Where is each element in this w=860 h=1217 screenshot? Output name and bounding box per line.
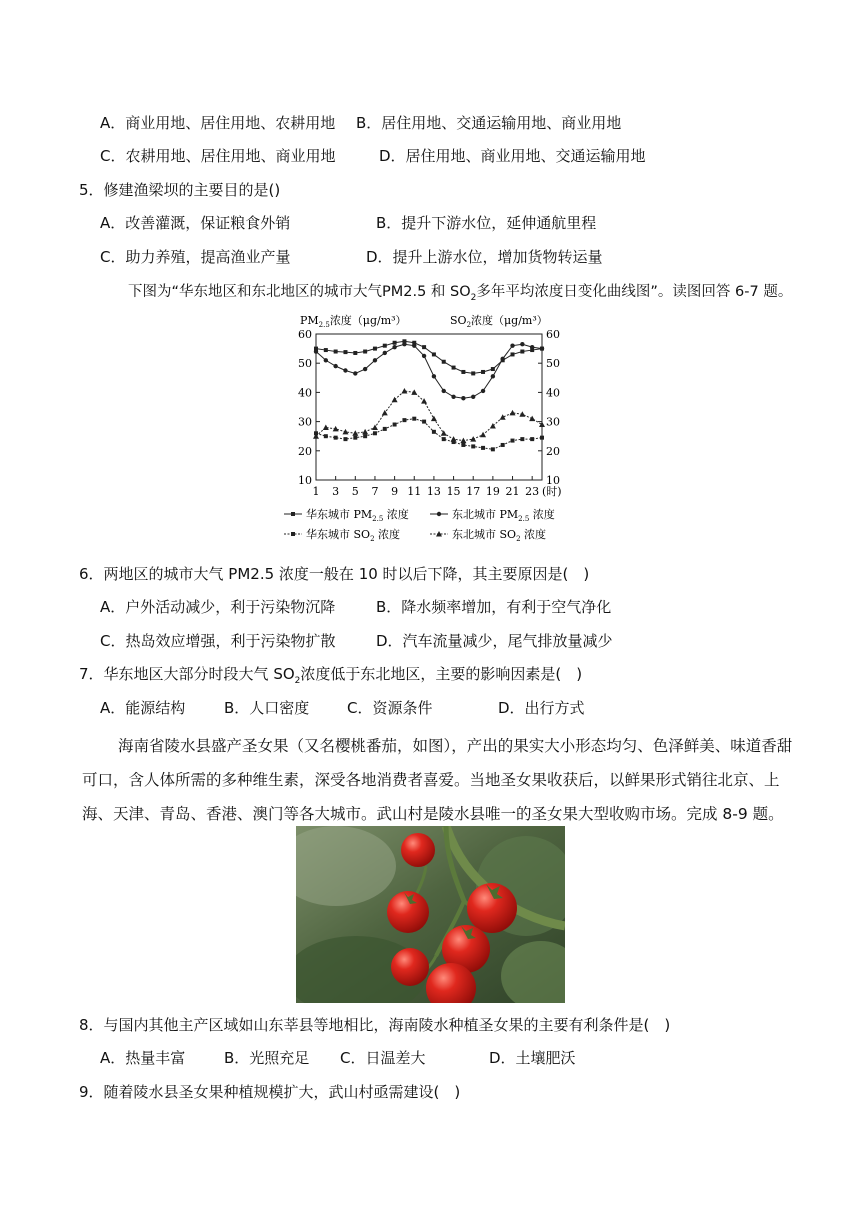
x-tick-label: 5 [351,485,359,498]
data-point [334,436,338,440]
data-point [372,424,378,430]
data-point [500,414,506,420]
data-point [383,344,387,348]
left-y-tick-label: 30 [298,415,312,429]
legend-label: 华东城市 $PM_{2.5}$ 浓度 [306,508,409,523]
q7-option-c: C．资源条件 [347,699,433,717]
q5-stem: 5．修建渔梁坝的主要目的是() [79,181,281,199]
series-line [316,341,542,373]
data-point [411,389,417,395]
data-point [373,431,377,435]
data-point [460,438,466,444]
data-point [540,436,544,440]
x-tick-label: 3 [332,485,340,498]
q7-stem-sub: 2 [294,676,301,686]
pollution-line-chart [278,308,588,548]
chart-intro [128,282,792,308]
legend-marker [291,532,295,536]
data-point [461,396,465,400]
data-point [323,424,329,430]
series-line [316,391,542,441]
data-point [520,437,524,441]
q8-option-b: B．光照充足 [224,1049,310,1067]
data-point [451,436,457,442]
q4-option-c: C．农耕用地、居住用地、商业用地 [100,147,336,165]
data-point [353,351,357,355]
data-point [520,350,524,354]
data-point [343,368,347,372]
data-point [471,444,475,448]
data-point [539,422,545,428]
data-point [362,429,368,435]
right-y-tick-label: 40 [546,386,560,400]
data-point [520,342,524,346]
q4-option-a: A．商业用地、居住用地、农耕用地 [100,114,336,132]
data-point [324,348,328,352]
data-point [313,433,319,439]
data-point [343,437,347,441]
data-point [491,447,495,451]
legend-label: 东北城市 $PM_{2.5}$ 浓度 [452,508,555,523]
x-tick-label: 23 [525,485,540,498]
x-tick-label: 19 [485,485,500,498]
q7-stem [79,664,582,691]
data-point [432,430,436,434]
data-point [511,439,515,443]
data-point [452,366,456,370]
q5-option-b: B．提升下游水位，延伸通航里程 [376,214,597,232]
q4-option-b: B．居住用地、交通运输用地、商业用地 [356,114,622,132]
x-axis [313,476,540,498]
series-3 [314,417,544,452]
data-point [461,443,465,447]
right-axis-label: $SO_2$浓度（μg/m³） [450,314,548,329]
data-point [333,426,339,432]
data-point [530,345,534,349]
right-y-axis [538,328,560,487]
x-tick-label: 13 [426,485,441,498]
legend-entry [284,527,400,543]
series-4 [313,388,545,443]
data-point [510,343,514,347]
right-y-tick-label: 60 [546,328,560,341]
x-tick-label: 17 [466,485,481,498]
q5-option-d: D．提升上游水位，增加货物转运量 [366,248,603,266]
q5-option-a: A．改善灌溉，保证粮食外销 [100,214,291,232]
x-tick-label: 11 [407,485,422,498]
data-point [442,437,446,441]
data-point [422,354,426,358]
data-point [491,374,495,378]
x-axis-unit: (时) [542,485,562,498]
data-point [402,418,406,422]
data-point [519,411,525,417]
legend-marker [437,512,441,516]
left-y-tick-label: 40 [298,386,312,400]
data-point [392,397,398,403]
plot-frame [316,334,542,480]
data-point [401,388,407,394]
data-point [393,341,397,345]
data-point [334,350,338,354]
legend-label: 东北城市 $SO_2$ 浓度 [452,528,547,543]
data-point [352,430,358,436]
right-y-tick-label: 10 [546,474,560,487]
series-1 [314,339,544,375]
data-point [412,343,416,347]
q9-stem: 9．随着陵水县圣女果种植规模扩大，武山村亟需建设( ) [79,1083,461,1101]
legend-entry [284,507,409,523]
series-line [316,419,542,450]
chart-legend [284,507,555,543]
data-point [511,352,515,356]
data-point [431,416,437,422]
left-y-tick-label: 20 [298,444,312,458]
data-point [363,350,367,354]
data-point [412,417,416,421]
q4-option-d: D．居住用地、商业用地、交通运输用地 [379,147,646,165]
data-point [383,427,387,431]
data-point [500,357,504,361]
x-tick-label: 7 [371,485,379,498]
legend-entry [430,507,555,523]
data-point [451,395,455,399]
q8-option-d: D．土壤肥沃 [489,1049,576,1067]
q6-option-c: C．热岛效应增强，利于污染物扩散 [100,632,336,650]
data-point [501,443,505,447]
data-point [441,430,447,436]
q7-stem-part2: 浓度低于东北地区，主要的影响因素是( ) [300,665,583,683]
data-point [324,358,328,362]
x-tick-label: 21 [505,485,520,498]
data-point [324,434,328,438]
data-point [314,349,318,353]
right-y-tick-label: 50 [546,357,560,371]
data-point [471,371,475,375]
q7-stem-part1: 7．华东地区大部分时段大气 SO [79,665,295,683]
left-y-tick-label: 60 [298,328,312,341]
data-point [530,437,534,441]
data-point [461,370,465,374]
q8-option-a: A．热量丰富 [100,1049,186,1067]
data-point [470,436,476,442]
q8-option-c: C．日温差大 [340,1049,426,1067]
q7-option-b: B．人口密度 [224,699,310,717]
data-point [540,346,544,350]
data-point [422,420,426,424]
q7-option-d: D．出行方式 [498,699,585,717]
chart-intro-sub: 2 [470,292,477,303]
data-point [342,429,348,435]
data-point [432,374,436,378]
data-point [363,434,367,438]
data-point [353,436,357,440]
q5-option-c: C．助力养殖，提高渔业产量 [100,248,291,266]
data-point [383,351,387,355]
data-point [353,371,357,375]
data-point [363,367,367,371]
q6-option-b: B．降水频率增加，有利于空气净化 [376,598,612,616]
data-point [481,389,485,393]
data-point [393,423,397,427]
legend-entry [430,527,546,543]
legend-marker [291,512,295,516]
data-point [373,358,377,362]
x-tick-label: 15 [446,485,461,498]
data-point [392,345,396,349]
q6-stem: 6．两地区的城市大气 PM2.5 浓度一般在 10 时以后下降，其主要原因是( ) [79,565,590,583]
data-point [442,389,446,393]
data-point [491,367,495,371]
right-y-tick-label: 20 [546,444,560,458]
cherry-tomato-photo [296,826,565,1003]
data-point [471,395,475,399]
left-axis-label: $PM_{2.5}$浓度（μg/m³） [300,314,407,329]
left-y-tick-label: 10 [298,474,312,487]
x-tick-label: 9 [391,485,399,498]
data-point [343,350,347,354]
chart-intro-part1: 下图为“华东地区和东北地区的城市大气PM2.5 和 SO [128,284,471,300]
data-point [333,364,337,368]
right-y-tick-label: 30 [546,415,560,429]
passage-8-9: 海南省陵水县盛产圣女果（又名樱桃番茄，如图），产出的果实大小形态均匀、色泽鲜美、味道香甜可口，含人体所需的多种维生素，深受各地消费者喜爱。当地圣女果收获后，以鲜果形式销往北京、上海、天津、青岛、香港、澳门等各大城市。武山村是陵水县唯一的圣女果大型收购市场。完成 8-9 题。 [82,737,793,823]
data-point [481,370,485,374]
series-group [313,339,545,451]
data-point [402,342,406,346]
q6-option-a: A．户外活动减少，利于污染物沉降 [100,598,336,616]
data-point [529,416,535,422]
data-point [481,446,485,450]
q8-stem: 8．与国内其他主产区域如山东莘县等地相比，海南陵水种植圣女果的主要有利条件是( ) [79,1016,671,1034]
q7-option-a: A．能源结构 [100,699,186,717]
data-point [373,347,377,351]
x-tick-label: 1 [312,485,320,498]
data-point [510,410,516,416]
q6-option-d: D．汽车流量减少，尾气排放量减少 [376,632,613,650]
data-point [490,423,496,429]
chart-intro-part2: 多年平均浓度日变化曲线图”。读图回答 6-7 题。 [476,284,793,300]
data-point [422,345,426,349]
left-y-tick-label: 50 [298,357,312,371]
data-point [442,360,446,364]
legend-label: 华东城市 $SO_2$ 浓度 [306,528,401,543]
data-point [432,352,436,356]
